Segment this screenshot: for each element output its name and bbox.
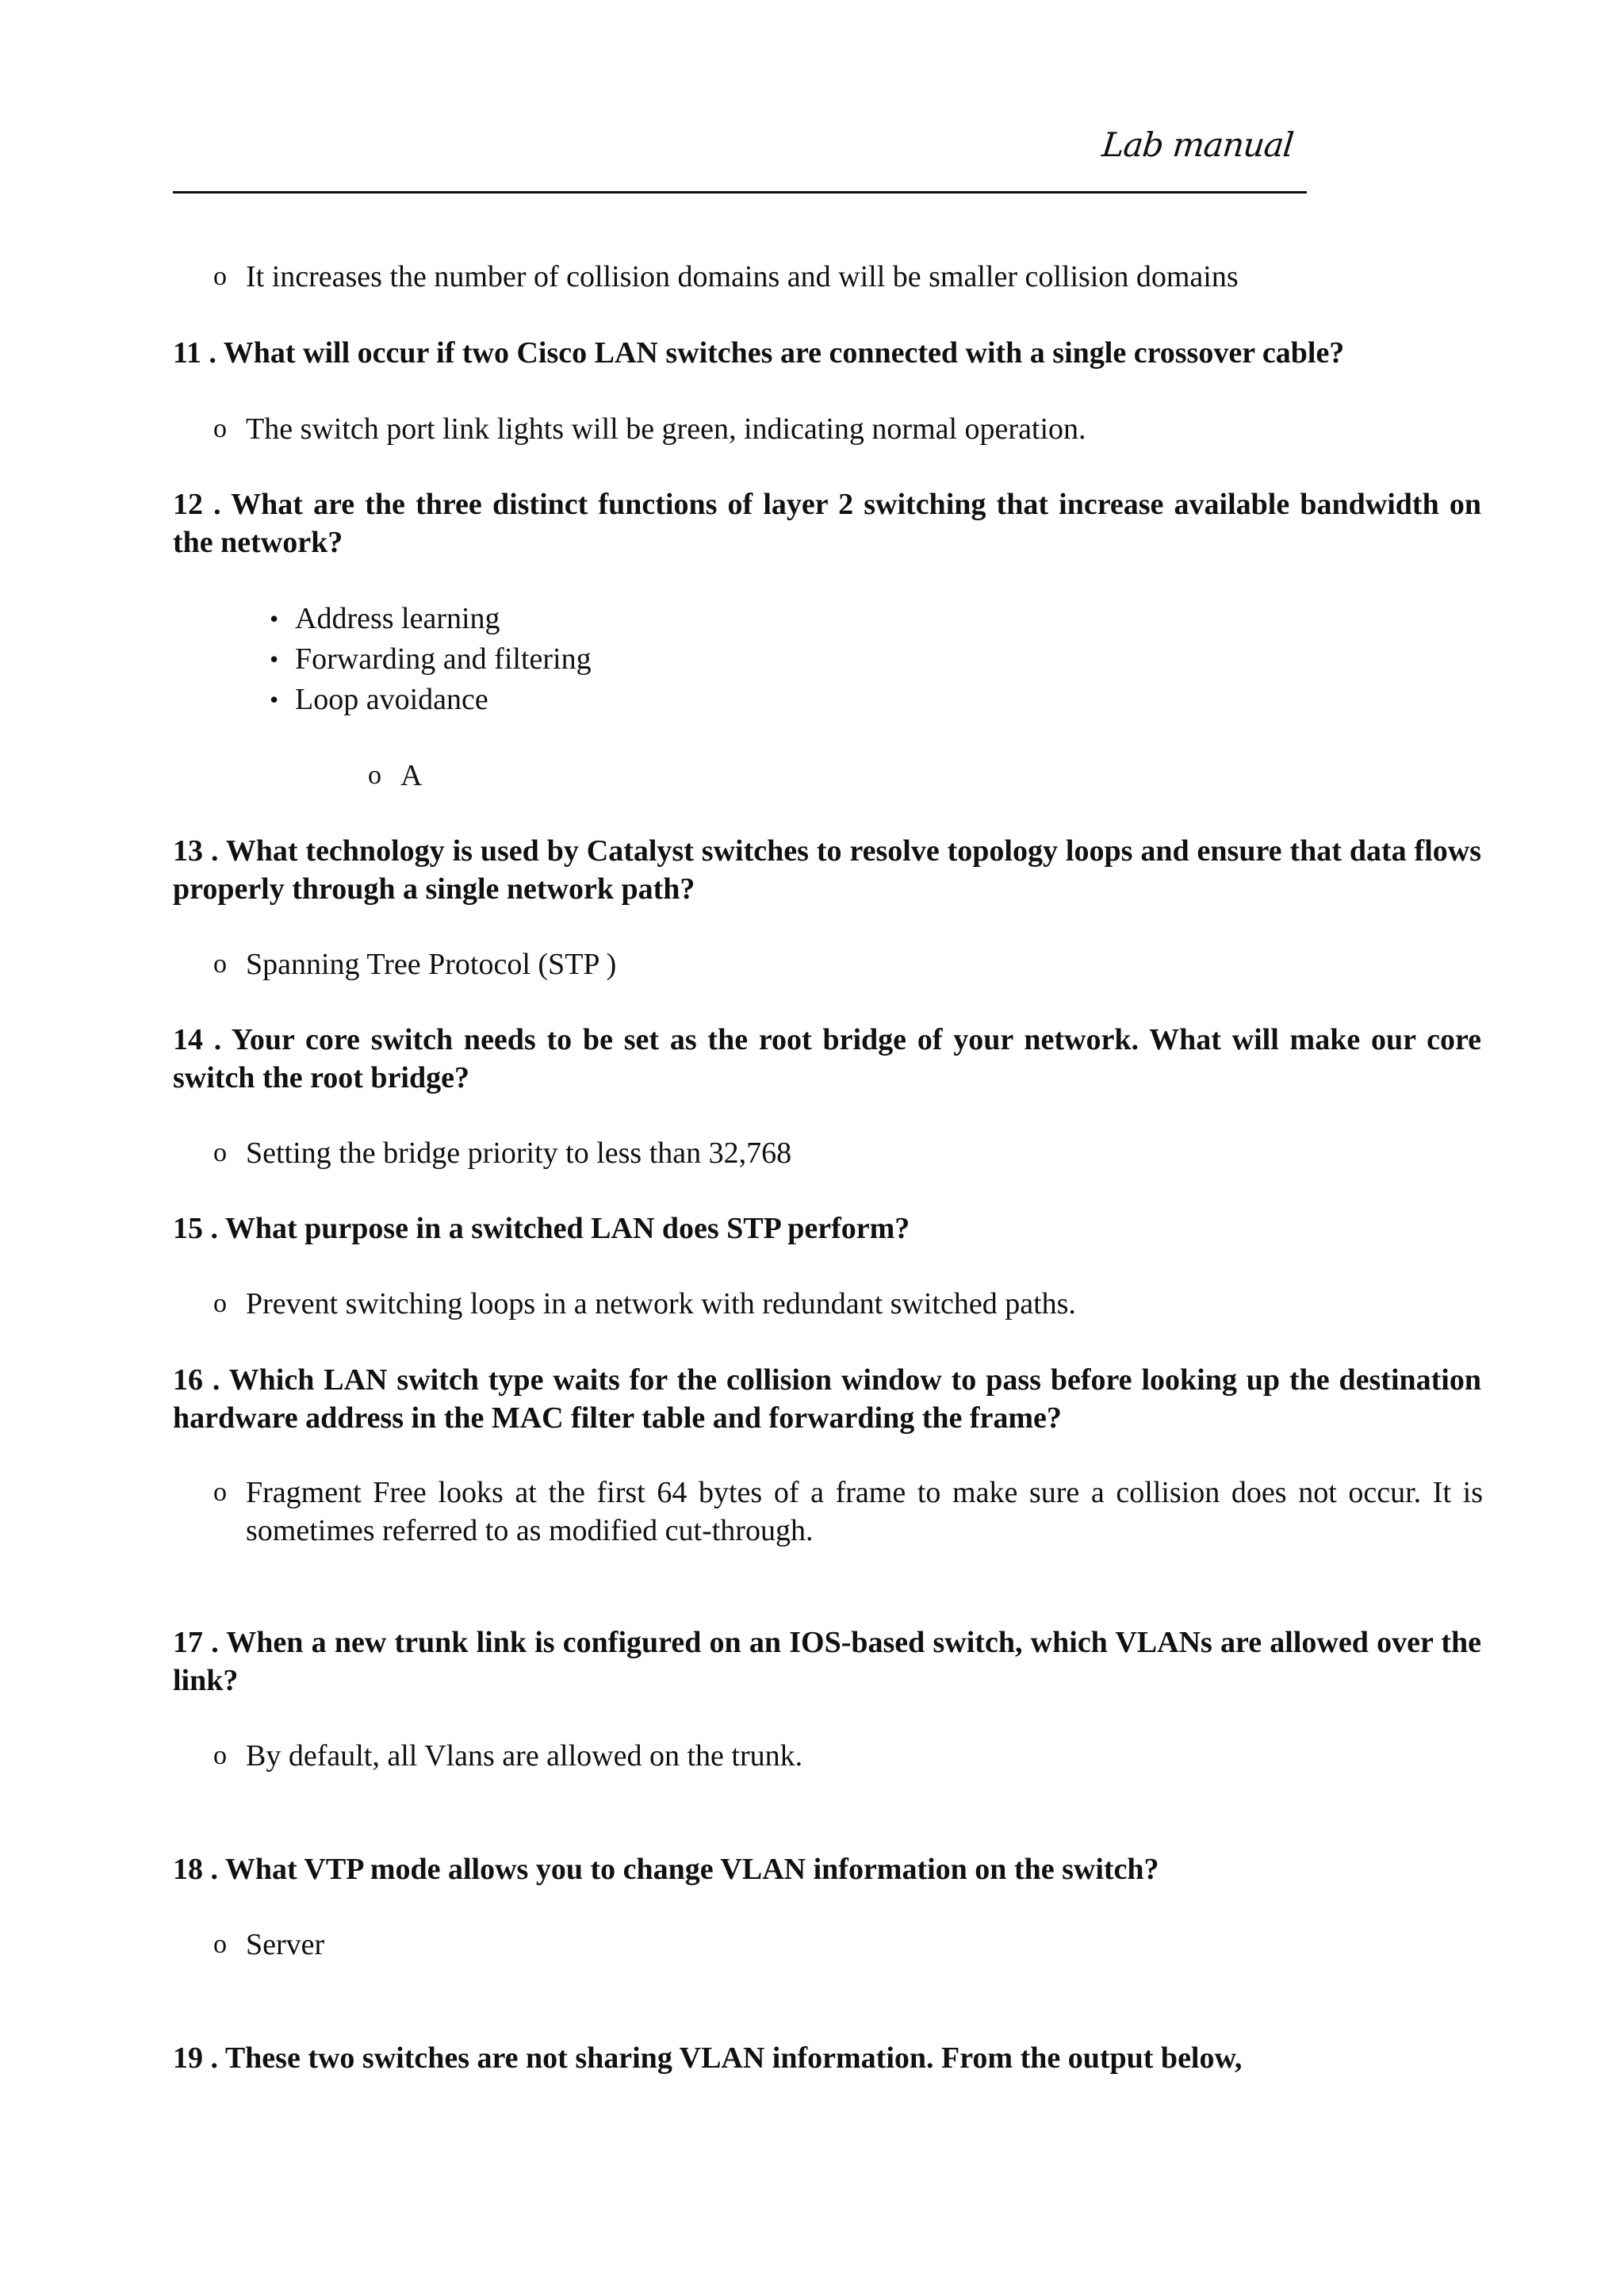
answer-text: By default, all Vlans are allowed on the trunk. xyxy=(246,1739,803,1773)
question-12: 12 . What are the three distinct functions of layer 2 switching that increase available bandwidth on the network? xyxy=(173,488,1481,559)
answer-marker: o xyxy=(213,414,227,443)
list-item xyxy=(268,599,592,639)
answer-text: A xyxy=(400,759,423,792)
list-item-text: Forwarding and filtering xyxy=(295,642,592,676)
answer-text: Server xyxy=(246,1928,325,1961)
bullet-marker: • xyxy=(270,604,279,633)
answer-marker: o xyxy=(368,761,381,790)
answer-text: Prevent switching loops in a network with redundant switched paths. xyxy=(246,1287,1076,1320)
answer-18 xyxy=(213,1926,1483,1964)
question-16: 16 . Which LAN switch type waits for the collision window to pass before looking up the destination hardware address in the MAC filter table and forwarding the frame? xyxy=(173,1363,1481,1435)
question-14: 14 . Your core switch needs to be set as the root bridge of your network. What will make our core switch the root bridge? xyxy=(173,1023,1481,1094)
answer-marker: o xyxy=(213,1478,227,1507)
answer-marker: o xyxy=(213,1930,227,1959)
answer-text: It increases the number of collision domains and will be smaller collision domains xyxy=(246,260,1239,293)
list-item xyxy=(268,680,592,720)
answer-13 xyxy=(213,945,1483,983)
answer-14 xyxy=(213,1134,1483,1172)
answer-10 xyxy=(213,258,1483,296)
list-item-text: Loop avoidance xyxy=(295,683,488,716)
answer-11 xyxy=(213,410,1483,448)
answer-17 xyxy=(213,1737,1483,1775)
answer-marker: o xyxy=(213,1741,227,1770)
bullet-marker: • xyxy=(270,685,279,714)
answer-marker: o xyxy=(213,262,227,291)
answer-15 xyxy=(213,1285,1483,1323)
list-item-text: Address learning xyxy=(295,602,500,635)
question-17: 17 . When a new trunk link is configured on an IOS-based switch, which VLANs are allowed over the link? xyxy=(173,1626,1481,1697)
bullet-marker: • xyxy=(270,645,279,673)
answer-text: The switch port link lights will be green, indicating normal operation. xyxy=(246,412,1086,446)
answer-16 xyxy=(213,1474,1483,1550)
list-item xyxy=(268,639,592,680)
answer-marker: o xyxy=(213,949,227,979)
answer-marker: o xyxy=(213,1289,227,1318)
page-header-title: Lab manual xyxy=(1100,125,1296,164)
bullet-list xyxy=(268,599,592,720)
answer-marker: o xyxy=(213,1138,227,1167)
answer-12 xyxy=(368,757,876,795)
question-19: 19 . These two switches are not sharing VLAN information. From the output below, xyxy=(173,2041,1243,2075)
question-15: 15 . What purpose in a switched LAN does STP perform? xyxy=(173,1212,910,1245)
answer-text: Setting the bridge priority to less than 32,768 xyxy=(246,1137,792,1170)
question-18: 18 . What VTP mode allows you to change VLAN information on the switch? xyxy=(173,1853,1159,1886)
header-rule xyxy=(173,191,1307,194)
question-11: 11 . What will occur if two Cisco LAN switches are connected with a single crossover cable? xyxy=(173,336,1345,370)
question-13: 13 . What technology is used by Catalyst switches to resolve topology loops and ensure that data flows properly through a single network path? xyxy=(173,834,1481,906)
answer-text: Fragment Free looks at the first 64 bytes of a frame to make sure a collision does not occur. It is sometimes referred to as modified cut-through. xyxy=(246,1476,1483,1547)
answer-text: Spanning Tree Protocol (STP ) xyxy=(246,948,617,981)
